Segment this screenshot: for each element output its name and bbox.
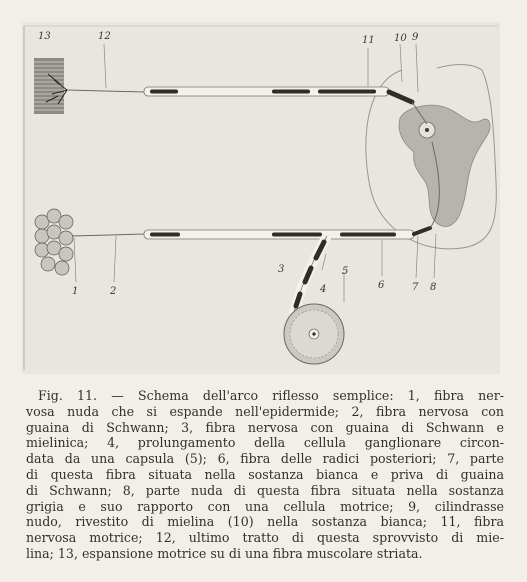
label-5: 5 [342, 266, 349, 277]
epidermis-cells [35, 209, 73, 275]
ganglion-cell [284, 304, 344, 364]
caption-line: di Schwann; 8, parte nuda di questa fibra situata nella sostanza [26, 482, 504, 498]
label-6: 6 [378, 280, 385, 291]
label-1: 1 [72, 286, 79, 297]
caption-line: Fig. 11. — Schema dell'arco riflesso semplice: 1, fibra ner- [38, 388, 504, 403]
figure-caption [26, 388, 504, 562]
caption-line: nervosa motrice; 12, ultimo tratto di questa sprovvisto di mie- [26, 530, 504, 546]
caption-line: vosa nuda che si espande nell'epidermide; 2, fibra nervosa con [26, 403, 504, 419]
motor-cell-nucleus [425, 128, 429, 132]
label-3: 3 [278, 264, 285, 275]
sensory-fiber [35, 142, 439, 275]
caption-line: data da una capsula (5); 6, fibra delle radici posteriori; 7, parte [26, 451, 504, 467]
label-8: 8 [430, 282, 437, 293]
label-10: 10 [394, 33, 407, 44]
label-13: 13 [38, 31, 51, 42]
reflex-arc-figure [22, 22, 500, 374]
label-12: 12 [98, 31, 111, 42]
label-9: 9 [412, 32, 419, 43]
motor-fiber [67, 87, 427, 124]
label-2: 2 [110, 286, 117, 297]
caption-line: grigia e suo rapporto con una cellula motrice; 9, cilindrasse [26, 498, 504, 514]
ganglion-branch [294, 236, 327, 312]
reflex-arc-diagram [22, 22, 500, 374]
caption-line: guaina di Schwann; 3, fibra nervosa con guaina di Schwann e [26, 419, 504, 435]
caption-line: di questa fibra situata nella sostanza bianca e priva di guaina [26, 466, 504, 482]
caption-line: nudo, rivestito di mielina (10) nella sostanza bianca; 11, fibra [26, 514, 504, 530]
caption-line: lina; 13, espansione motrice su di una fibra muscolare striata. [26, 545, 423, 561]
label-4: 4 [320, 284, 327, 295]
label-11: 11 [362, 35, 375, 46]
muscle-fiber [34, 58, 67, 114]
grey-matter [399, 105, 490, 226]
caption-line: mielinica; 4, prolungamento della cellula ganglionare circon- [26, 435, 504, 451]
label-7: 7 [412, 282, 419, 293]
